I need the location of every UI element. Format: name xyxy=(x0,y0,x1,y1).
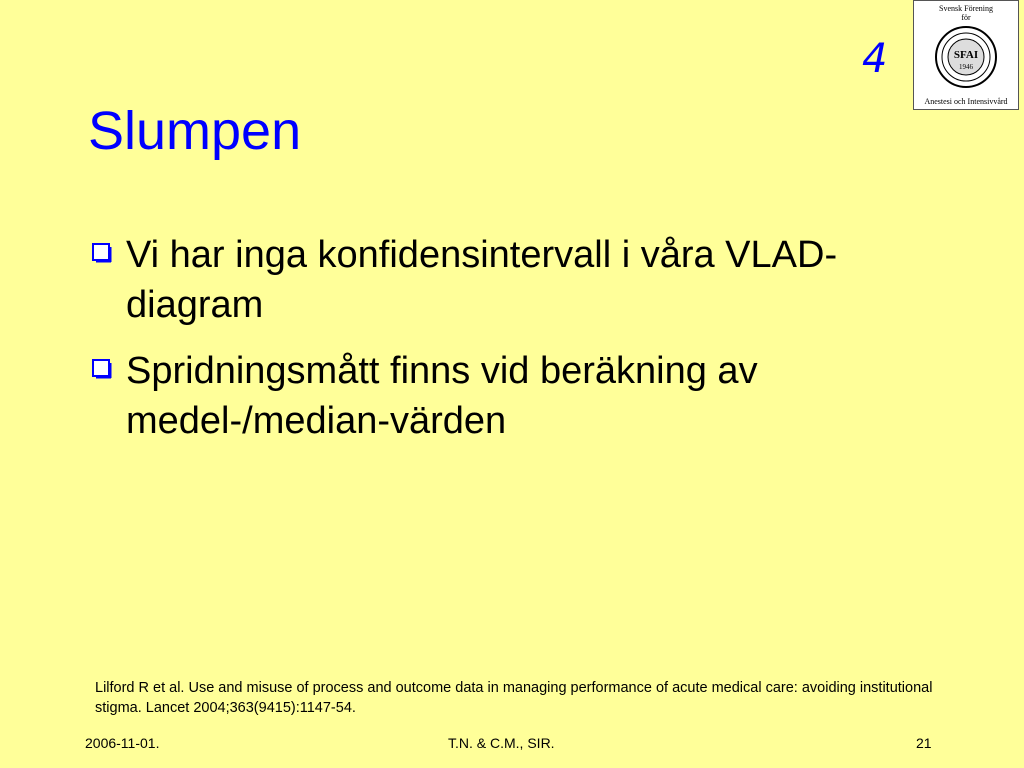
sfai-logo xyxy=(913,0,1019,110)
seal-text: SFAI xyxy=(953,49,979,61)
corner-number: 4 xyxy=(862,36,888,82)
footer-date: 2006-11-01. xyxy=(85,735,160,751)
bullet-item xyxy=(88,230,928,330)
slide-title: Slumpen xyxy=(88,101,302,161)
logo-top-line1: Svensk Förening xyxy=(939,4,993,13)
seal-icon xyxy=(934,25,998,89)
checkbox-bullet-icon xyxy=(92,243,112,263)
reference-citation: Lilford R et al. Use and misuse of process and outcome data in managing performance of acute medical care: avoiding institutional stigma. Lancet 2004;363(9415):1147-54. xyxy=(95,680,933,716)
bullet-item xyxy=(88,346,928,446)
seal-year: 1946 xyxy=(959,63,973,71)
logo-top-line2: för xyxy=(961,13,971,22)
page-number: 21 xyxy=(916,735,932,751)
checkbox-bullet-icon xyxy=(92,359,112,379)
bullet-text: Vi har inga konfidensintervall i våra VLAD-diagram xyxy=(126,234,838,326)
footer-authors: T.N. & C.M., SIR. xyxy=(448,735,555,751)
bullet-list xyxy=(88,230,928,462)
logo-bottom-line: Anestesi och Intensivvård xyxy=(924,97,1008,106)
bullet-text: Spridningsmått finns vid beräkning av medel-/median-värden xyxy=(126,350,758,442)
